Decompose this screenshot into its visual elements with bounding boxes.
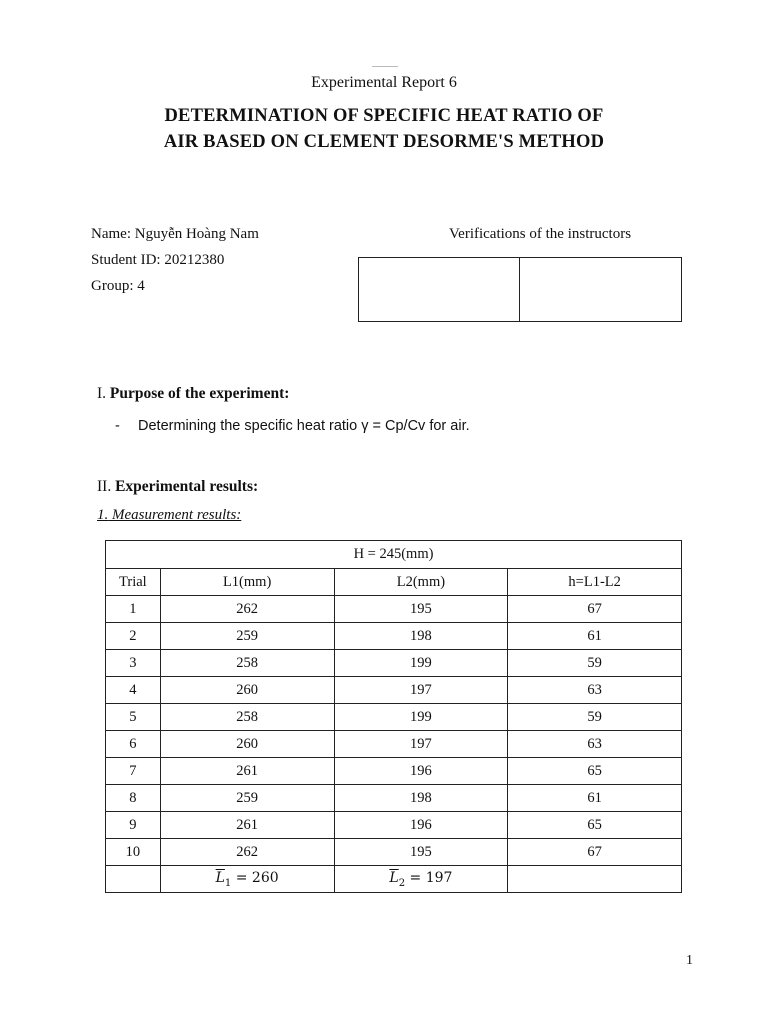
purpose-text: Determining the specific heat ratio γ = Cp/Cv for air.	[138, 418, 470, 434]
table-row	[106, 812, 682, 839]
student-id: Student ID: 20212380	[91, 252, 225, 268]
subsection-number: 1.	[97, 507, 109, 523]
verification-label: Verifications of the instructors	[449, 226, 632, 242]
mean-l1-subscript: 1	[224, 877, 232, 889]
cell-l1: 260	[160, 731, 334, 758]
cell-l2: 196	[334, 812, 508, 839]
cell-l2: 195	[334, 596, 508, 623]
header-l1: L1(mm)	[160, 569, 334, 596]
cell-h: 63	[508, 731, 682, 758]
main-title-line-2: AIR BASED ON CLEMENT DESORME'S METHOD	[163, 132, 605, 152]
cell-h: 59	[508, 650, 682, 677]
section-2-numeral: II.	[97, 478, 112, 495]
cell-trial: 7	[106, 758, 161, 785]
cell-empty	[508, 866, 682, 893]
cell-l1: 262	[160, 596, 334, 623]
cell-empty	[106, 866, 161, 893]
table-header-row	[106, 569, 682, 596]
table-row	[106, 677, 682, 704]
cell-l2: 198	[334, 785, 508, 812]
cell-l1: 261	[160, 812, 334, 839]
subsection-title: Measurement results:	[112, 507, 242, 523]
mean-l1-value: = 260	[231, 869, 279, 886]
cell-l1: 259	[160, 785, 334, 812]
cell-l2: 199	[334, 704, 508, 731]
section-2-title: Experimental results:	[115, 478, 259, 495]
cell-l1: 258	[160, 650, 334, 677]
cell-trial: 5	[106, 704, 161, 731]
cell-trial: 6	[106, 731, 161, 758]
cell-trial: 9	[106, 812, 161, 839]
mean-l2-symbol: $\overline{L}$	[389, 869, 399, 886]
cell-h: 65	[508, 758, 682, 785]
report-title: Experimental Report 6	[311, 74, 457, 91]
cell-h: 67	[508, 839, 682, 866]
table-row	[106, 596, 682, 623]
section-1-title: Purpose of the experiment:	[109, 385, 290, 402]
section-1-numeral: I.	[97, 385, 107, 402]
table-row	[106, 623, 682, 650]
verification-box-divider	[519, 258, 520, 321]
cell-l1: 262	[160, 839, 334, 866]
cell-l2: 197	[334, 731, 508, 758]
table-row	[106, 839, 682, 866]
table-row	[106, 758, 682, 785]
main-title-line-1: DETERMINATION OF SPECIFIC HEAT RATIO OF	[164, 106, 604, 126]
mean-l1-symbol: $\overline{L}$	[215, 869, 225, 886]
student-name: Name: Nguyễn Hoàng Nam	[91, 226, 259, 242]
mean-l2	[334, 866, 508, 893]
cell-h: 61	[508, 623, 682, 650]
mean-l2-value: = 197	[405, 869, 453, 886]
cell-l2: 196	[334, 758, 508, 785]
cell-l2: 198	[334, 623, 508, 650]
measurement-table	[105, 540, 682, 893]
header-trial: Trial	[106, 569, 161, 596]
page-number: 1	[686, 953, 693, 968]
cell-h: 65	[508, 812, 682, 839]
bullet-dash: -	[115, 418, 120, 434]
table-row	[106, 731, 682, 758]
section-2-heading	[97, 478, 258, 496]
verification-box	[358, 257, 682, 322]
table-row	[106, 785, 682, 812]
mean-l2-subscript: 2	[398, 877, 406, 889]
header-h: h=L1-L2	[508, 569, 682, 596]
cell-l2: 195	[334, 839, 508, 866]
cell-l1: 260	[160, 677, 334, 704]
cell-trial: 3	[106, 650, 161, 677]
cell-h: 61	[508, 785, 682, 812]
table-caption-row	[106, 541, 682, 569]
cell-h: 67	[508, 596, 682, 623]
table-row	[106, 704, 682, 731]
main-title	[0, 103, 768, 155]
cell-trial: 2	[106, 623, 161, 650]
cell-l1: 258	[160, 704, 334, 731]
cell-h: 63	[508, 677, 682, 704]
cell-h: 59	[508, 704, 682, 731]
cell-trial: 4	[106, 677, 161, 704]
table-caption: H = 245(mm)	[106, 541, 682, 569]
cell-l2: 199	[334, 650, 508, 677]
cell-trial: 1	[106, 596, 161, 623]
table-mean-row	[106, 866, 682, 893]
mean-l1	[160, 866, 334, 893]
cell-trial: 10	[106, 839, 161, 866]
header-line	[372, 66, 398, 67]
header-l2: L2(mm)	[334, 569, 508, 596]
section-1-heading	[97, 385, 289, 403]
cell-l1: 259	[160, 623, 334, 650]
table-row	[106, 650, 682, 677]
subsection-heading	[97, 507, 241, 524]
cell-l1: 261	[160, 758, 334, 785]
cell-l2: 197	[334, 677, 508, 704]
cell-trial: 8	[106, 785, 161, 812]
student-group: Group: 4	[91, 278, 145, 294]
